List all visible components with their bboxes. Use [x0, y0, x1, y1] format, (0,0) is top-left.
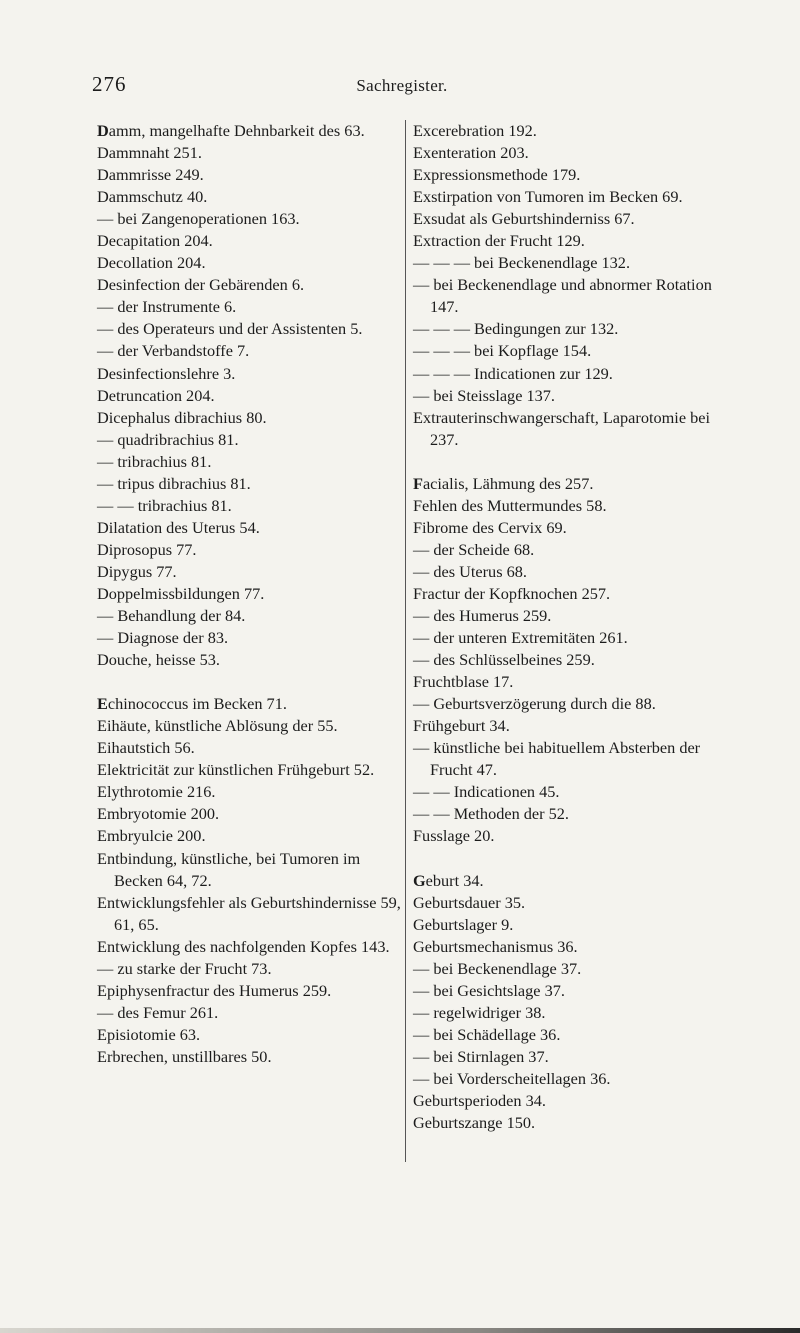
- index-column-right: [413, 120, 723, 1134]
- index-entry: — bei Gesichtslage 37.: [413, 980, 565, 1000]
- index-entry: Expressionsmethode 179.: [413, 165, 581, 185]
- index-entry: — des Humerus 259.: [413, 605, 552, 625]
- page-header: [92, 72, 712, 102]
- index-entry: [97, 693, 407, 715]
- index-entry: Dilatation des Uterus 54.: [97, 517, 260, 537]
- index-entry: — bei Beckenendlage und abnormer Rotation 147.: [413, 275, 716, 317]
- section-initial: G: [413, 870, 426, 890]
- running-head: Sachregister.: [356, 76, 448, 95]
- index-entry: — des Operateurs und der Assistenten 5.: [97, 319, 363, 339]
- index-entry: Fehlen des Muttermundes 58.: [413, 495, 607, 515]
- section-initial: F: [413, 473, 423, 493]
- index-entry: Fibrome des Cervix 69.: [413, 517, 567, 537]
- index-entry: Epiphysenfractur des Humerus 259.: [97, 980, 332, 1000]
- index-entry: Dammschutz 40.: [97, 187, 208, 207]
- index-entry: Geburtslager 9.: [413, 914, 514, 934]
- index-entry: — quadribrachius 81.: [97, 429, 239, 449]
- index-entry: — — — bei Kopflage 154.: [413, 341, 592, 361]
- index-entry: Detruncation 204.: [97, 385, 215, 405]
- index-entry: — — — bei Beckenendlage 132.: [413, 253, 631, 273]
- index-entry: — tripus dibrachius 81.: [97, 473, 251, 493]
- index-entry: Desinfectionslehre 3.: [97, 363, 236, 383]
- index-entry: — Diagnose der 83.: [97, 628, 229, 648]
- index-entry: Geburtsperioden 34.: [413, 1090, 546, 1110]
- entry-text: acialis, Lähmung des 257.: [422, 473, 594, 493]
- index-entry: [97, 120, 407, 142]
- section-initial: D: [97, 121, 109, 140]
- index-entry: Dicephalus dibrachius 80.: [97, 407, 267, 427]
- index-entry: — der unteren Extremitäten 261.: [413, 628, 628, 648]
- index-entry: Embryotomie 200.: [97, 804, 220, 824]
- index-entry: Geburtsdauer 35.: [413, 892, 526, 912]
- index-entry: — — Indicationen 45.: [413, 782, 560, 802]
- entry-text: chinococcus im Becken 71.: [107, 694, 287, 714]
- index-entry: — Geburtsverzögerung durch die 88.: [413, 694, 656, 714]
- index-entry: — des Uterus 68.: [413, 561, 527, 581]
- entry-text: amm, mangelhafte Dehnbarkeit des 63.: [108, 121, 365, 140]
- index-entry: Elektricität zur künstlichen Frühgeburt 52.: [97, 760, 375, 780]
- column-divider: [405, 120, 406, 1162]
- entry-text: eburt 34.: [425, 870, 484, 890]
- index-entry: [413, 870, 723, 892]
- index-entry: — bei Vorderscheitellagen 36.: [413, 1068, 611, 1088]
- index-entry: Exenteration 203.: [413, 143, 529, 163]
- index-entry: Entbindung, künstliche, bei Tumoren im Becken 64, 72.: [97, 848, 365, 890]
- index-entry: — — — Indicationen zur 129.: [413, 363, 613, 383]
- index-entry: Fractur der Kopfknochen 257.: [413, 583, 611, 603]
- index-entry: Dipygus 77.: [97, 561, 177, 581]
- index-entry: Embryulcie 200.: [97, 826, 206, 846]
- index-entry: — zu starke der Frucht 73.: [97, 958, 272, 978]
- index-entry: Extraction der Frucht 129.: [413, 231, 585, 251]
- index-entry: — bei Steisslage 137.: [413, 385, 555, 405]
- index-entry: Episiotomie 63.: [97, 1024, 201, 1044]
- index-entry: — des Femur 261.: [97, 1002, 219, 1022]
- index-entry: Eihäute, künstliche Ablösung der 55.: [97, 716, 338, 736]
- index-entry: — der Verbandstoffe 7.: [97, 341, 250, 361]
- index-entry: Extrauterinschwangerschaft, Laparotomie bei 237.: [413, 407, 715, 449]
- index-entry: — der Instrumente 6.: [97, 297, 237, 317]
- index-entry: Decapitation 204.: [97, 231, 213, 251]
- index-entry: Geburtsmechanismus 36.: [413, 936, 578, 956]
- index-entry: Desinfection der Gebärenden 6.: [97, 275, 305, 295]
- index-entry: — tribrachius 81.: [97, 451, 212, 471]
- index-entry: Doppelmissbildungen 77.: [97, 583, 265, 603]
- index-entry: — der Scheide 68.: [413, 539, 535, 559]
- section-initial: E: [97, 694, 108, 714]
- index-entry: — — tribrachius 81.: [97, 495, 232, 515]
- index-entry: Eihautstich 56.: [97, 738, 195, 758]
- index-entry: — bei Schädellage 36.: [413, 1024, 561, 1044]
- index-entry: Douche, heisse 53.: [97, 650, 220, 670]
- page-edge-shadow: [0, 1328, 800, 1333]
- index-entry: Fruchtblase 17.: [413, 672, 514, 692]
- index-entry: Erbrechen, unstillbares 50.: [97, 1046, 272, 1066]
- index-entry: Frühgeburt 34.: [413, 716, 510, 736]
- index-entry: — — — Bedingungen zur 132.: [413, 319, 619, 339]
- index-entry: — regelwidriger 38.: [413, 1002, 546, 1022]
- index-entry: Exstirpation von Tumoren im Becken 69.: [413, 187, 683, 207]
- index-entry: — bei Zangenoperationen 163.: [97, 209, 300, 229]
- index-entry: Entwicklung des nachfolgenden Kopfes 143.: [97, 936, 390, 956]
- index-entry: Dammrisse 249.: [97, 165, 204, 185]
- index-entry: Decollation 204.: [97, 253, 206, 273]
- index-entry: Excerebration 192.: [413, 121, 537, 140]
- index-entry: Geburtszange 150.: [413, 1113, 536, 1133]
- index-column-left: [97, 120, 407, 1068]
- index-entry: Exsudat als Geburtshinderniss 67.: [413, 209, 635, 229]
- index-entry: — bei Beckenendlage 37.: [413, 958, 582, 978]
- index-entry: [413, 473, 723, 495]
- index-entry: — — Methoden der 52.: [413, 804, 569, 824]
- index-entry: — künstliche bei habituellem Absterben der Frucht 47.: [413, 738, 705, 780]
- index-entry: Entwicklungsfehler als Geburtshindernisse 59, 61, 65.: [97, 892, 405, 934]
- index-entry: — des Schlüsselbeines 259.: [413, 650, 595, 670]
- index-entry: — bei Stirnlagen 37.: [413, 1046, 549, 1066]
- page-number: 276: [92, 72, 127, 96]
- index-entry: Dammnaht 251.: [97, 143, 202, 163]
- index-entry: Diprosopus 77.: [97, 539, 197, 559]
- index-entry: Elythrotomie 216.: [97, 782, 216, 802]
- index-entry: Fusslage 20.: [413, 826, 495, 846]
- index-entry: — Behandlung der 84.: [97, 606, 246, 626]
